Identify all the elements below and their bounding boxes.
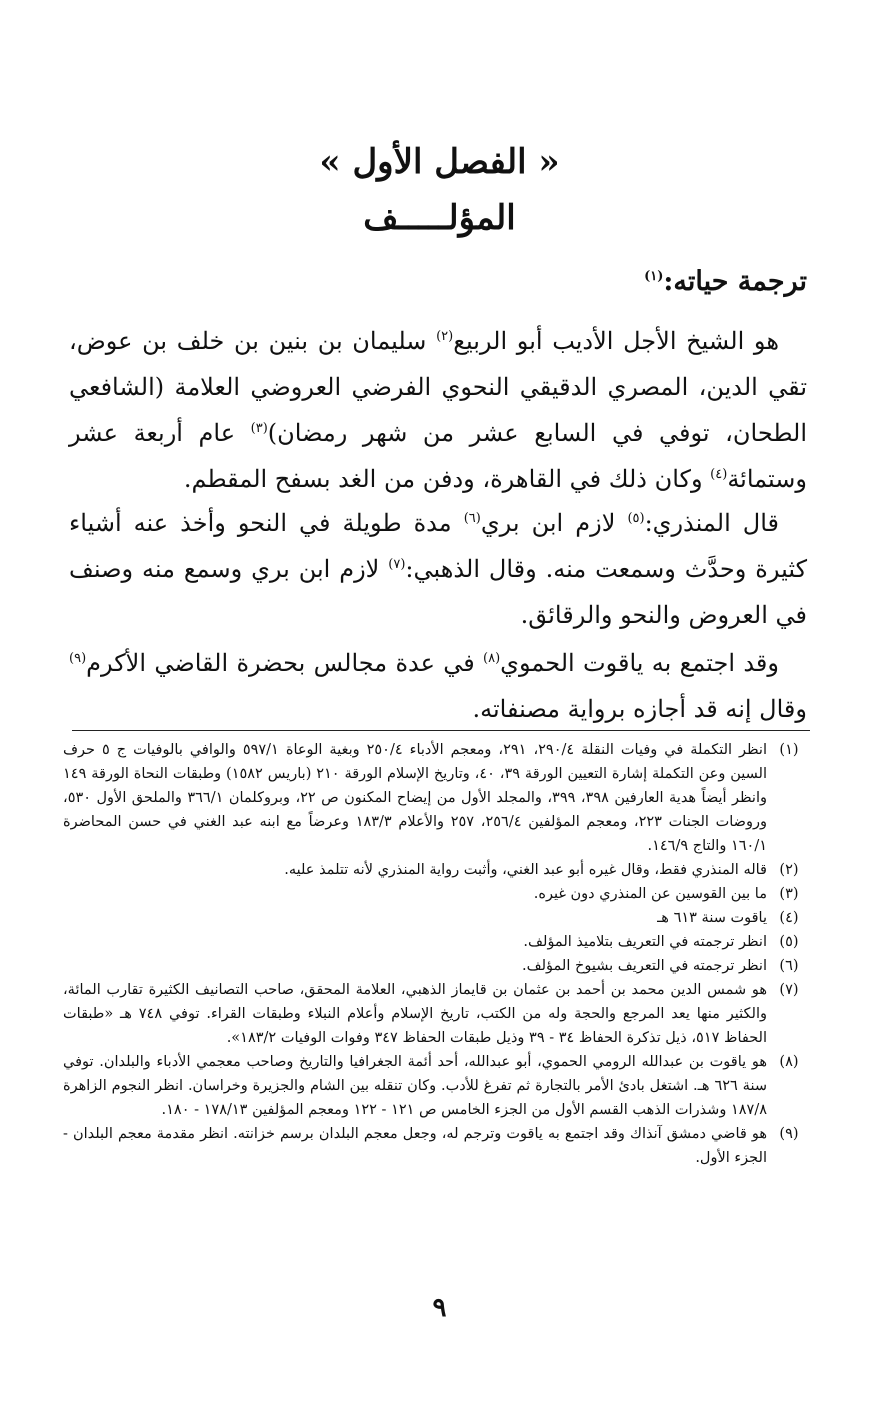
footnote-ref: (٧) <box>388 557 406 572</box>
footnote-number: (٩) <box>779 1126 799 1142</box>
footnote <box>63 882 811 906</box>
footnote-ref: (٤) <box>710 467 728 482</box>
footnote-number: (٣) <box>779 886 799 902</box>
footnote-text: انظر ترجمته في التعريف بتلاميذ المؤلف. <box>523 934 767 950</box>
section-heading-text: ترجمة حياته: <box>663 266 807 297</box>
footnote-text: ياقوت سنة ٦١٣ هـ <box>657 910 767 926</box>
footnote-ref: (٢) <box>436 329 454 344</box>
footnote-text: ما بين القوسين عن المنذري دون غيره. <box>533 886 767 902</box>
footnote-ref: (٣) <box>250 421 268 436</box>
body-paragraph <box>69 318 807 502</box>
footnote <box>63 906 811 930</box>
paragraph-text: سليمان بن بنين بن خلف بن عوض، تقي الدين، المصري الدقيقي النحوي الفرضي العروضي العلامة (الشافعي الطحان، توفي في السابع عشر من شهر رمضان) <box>69 327 807 447</box>
chapter-subtitle: المؤلـــــف <box>363 198 516 238</box>
footnote-text: هو شمس الدين محمد بن أحمد بن عثمان بن قايماز الذهبي، العلامة المحقق، صاحب التصانيف الكثيرة تقارب المائة، والكثير منها يعد المرجع والحجة وله من الكتب، تاريخ الإسلام وأعلام النبلاء وطبقات القراء. توفي ٧٤٨ هـ «طبقات الحفاظ ٥١٧، ذيل تذكرة الحفاظ ٣٤ - ٣٩ وذيل طبقات الحفاظ ٣٤٧ وفوات الوفيات ١٨٣/٢». <box>63 982 767 1046</box>
footnote-text: انظر ترجمته في التعريف بشيوخ المؤلف. <box>522 958 767 974</box>
paragraph-text: لازم ابن بري <box>480 509 628 537</box>
section-heading <box>644 262 807 302</box>
footnote-ref: (١) <box>644 269 664 284</box>
footnote-text: انظر التكملة في وفيات النقلة ٢٩٠/٤، ٢٩١، ومعجم الأدباء ٢٥٠/٤ وبغية الوعاة ٥٩٧/١ والوافي بالوفيات ج ٥ حرف السين وعن التكملة إشارة التعيين الورقة ٣٩، ٤٠، وتاريخ الإسلام الورقة ٢١٠ (باريس ١٥٨٢) وطبقات النحاة الورقة ١٤٩ وانظر أيضاً هدية العارفين ٣٩٨، ٣٩٩، والمجلد الأول من إيضاح المكنون ص ٢٢، وبروكلمان ٣٦٦/١ والملحق الأول ٥٣٠، وروضات الجنات ٢٢٣، ومعجم المؤلفين ٢٥٦/٤، ٢٥٧ والأعلام ١٨٣/٣ وعرضاً مع ابنه عبد الغني في حسن المحاضرة ١٦٠/١ والتاج ١٤٦/٩. <box>63 742 768 854</box>
footnotes <box>63 738 811 1170</box>
paragraph-text: مدة طويلة في النحو وأخذ عنه أشياء كثيرة وحدَّث وسمعت منه. وقال الذهبي: <box>69 509 807 583</box>
paragraph-text: قال المنذري: <box>644 509 780 537</box>
chapter-title: « الفصل الأول » <box>319 142 560 182</box>
footnote-divider <box>72 730 810 731</box>
footnote <box>63 858 811 882</box>
page-number: ٩ <box>432 1293 447 1323</box>
paragraph-text: لازم ابن بري وسمع منه وصنف في العروض والنحو والرقائق. <box>69 555 807 629</box>
footnote <box>63 738 811 858</box>
paragraph-text: وكان ذلك في القاهرة، ودفن من الغد بسفح المقطم. <box>183 465 711 493</box>
footnote-number: (٢) <box>779 862 799 878</box>
footnote-text: هو ياقوت بن عبدالله الرومي الحموي، أبو عبدالله، أحد أئمة الجغرافيا والتاريخ وصاحب معجمي الأدباء والبلدان. توفي سنة ٦٢٦ هـ. اشتغل بادئ الأمر بالتجارة ثم تفرغ للأدب. وكان تنقله بين الشام والجزيرة وخراسان. انظر النجوم الزاهرة ١٨٧/٨ وشذرات الذهب القسم الأول من الجزء الخامس ص ١٢١ - ١٢٢ ومعجم المؤلفين ١٧٨/١٣ - ١٨٠. <box>63 1054 767 1118</box>
footnote-number: (٧) <box>779 982 799 998</box>
footnote <box>63 1050 811 1122</box>
footnote-ref: (٩) <box>69 651 87 666</box>
footnote-number: (٥) <box>779 934 799 950</box>
footnote-ref: (٥) <box>627 511 645 526</box>
footnote-text: قاله المنذري فقط، وقال غيره أبو عبد الغني، وأثبت رواية المنذري لأنه تتلمذ عليه. <box>284 862 767 878</box>
footnote <box>63 978 811 1050</box>
footnote-ref: (٨) <box>483 651 501 666</box>
footnote <box>63 1122 811 1170</box>
paragraph-text: وقد اجتمع به ياقوت الحموي <box>500 649 779 677</box>
footnote-ref: (٦) <box>463 511 481 526</box>
paragraph-text: هو الشيخ الأجل الأديب أبو الربيع <box>453 327 779 355</box>
footnote <box>63 954 811 978</box>
footnote-number: (٨) <box>779 1054 799 1070</box>
body-paragraph <box>69 640 807 732</box>
footnote-number: (٤) <box>779 910 799 926</box>
body-paragraph <box>69 500 807 638</box>
footnote-number: (٦) <box>779 958 799 974</box>
footnote-number: (١) <box>779 742 799 758</box>
footnote <box>63 930 811 954</box>
paragraph-text: في عدة مجالس بحضرة القاضي الأكرم <box>86 649 484 677</box>
paragraph-text: عام أربعة عشر وستمائة <box>69 419 807 493</box>
paragraph-text: وقال إنه قد أجازه برواية مصنفاته. <box>472 695 807 723</box>
footnote-text: هو قاضي دمشق آنذاك وقد اجتمع به ياقوت وترجم له، وجعل معجم البلدان برسم خزانته. انظر مقدمة معجم البلدان - الجزء الأول. <box>63 1126 767 1166</box>
